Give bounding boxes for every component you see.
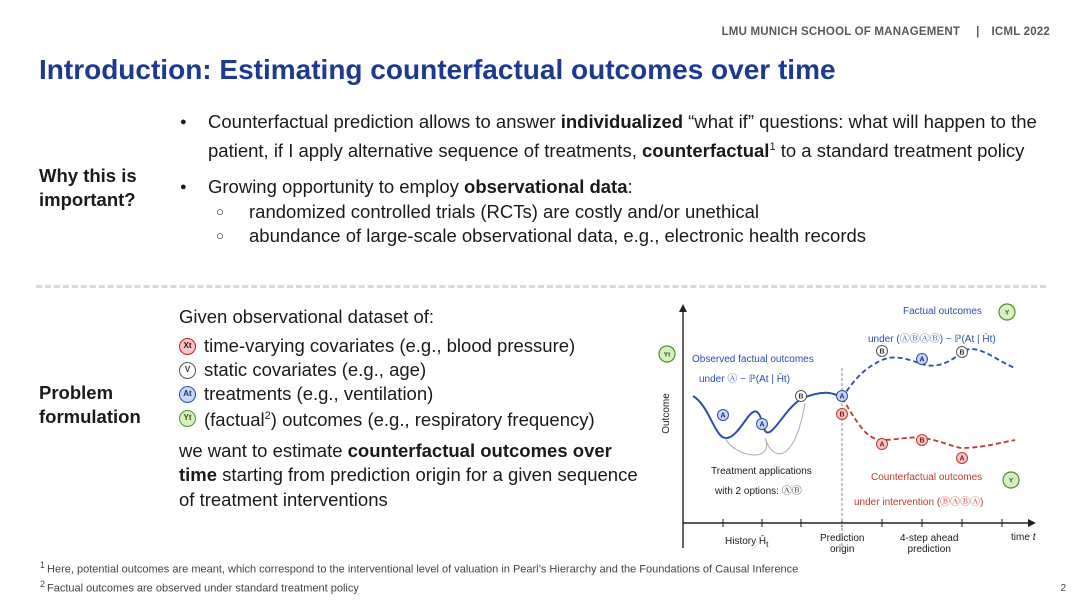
svg-text:A: A [720,412,726,420]
factual-future-curve [842,349,1015,398]
bullet-text: “what if” questions: what will happen to the patient, if I apply alternative sequence of treatments, [208,111,1037,161]
counterfactual-figure [655,298,1045,560]
intervention-label: under intervention (ⒷⒶⒷⒶ) [854,497,984,508]
legend-text-part: (factual [204,409,265,431]
observed-factual-curve [693,393,845,438]
outcome-symbol-icon: Yt [179,410,196,427]
legend-covariates [179,335,649,359]
factual-outcomes-label: Factual outcomes [903,306,982,317]
svg-text:Y: Y [1008,477,1014,485]
time-axis-label: time t [1011,532,1036,543]
footnote-2 [40,577,798,596]
section-divider [36,285,1046,288]
observed-under-label: under Ⓐ ~ ℙ(At | H̄t) [699,374,791,385]
footnote-1-text: Here, potential outcomes are meant, which correspond to the interventional level of valuation in Pearl’s Hierarchy and the Foundations of Causal Inference [47,563,799,576]
static-symbol-icon: V [179,362,196,379]
legend-text [204,404,595,433]
conference-label: ICML 2022 [991,26,1050,38]
goal-text: we want to estimate [179,439,348,461]
legend-text-part: ) outcomes (e.g., respiratory frequency) [270,409,595,431]
legend-static [179,359,649,383]
legend-text: treatments (e.g., ventilation) [204,383,434,405]
counterfactual-outcomes-label: Counterfactual outcomes [871,472,983,483]
legend-outcomes [179,407,649,431]
options-text: with 2 options: [715,486,779,497]
policy-text: ~ ℙ(At | H̄t) [945,334,996,345]
bold-individualized: individualized [560,111,684,132]
x-axis-arrow [1028,519,1036,527]
step-ahead-line2: prediction [907,544,951,555]
svg-text:B: B [919,437,925,445]
svg-text:B: B [839,411,845,419]
legend-text: static covariates (e.g., age) [204,359,427,381]
treatment-symbol-icon: At [179,386,196,403]
legend-text: time-varying covariates (e.g., blood pressure) [204,335,576,357]
svg-text:A: A [879,441,885,449]
problem-goal [179,439,649,513]
svg-text:A: A [839,393,845,401]
bullet-text: : [627,176,633,198]
why-important-label: Why this is important? [39,165,137,210]
why-bullets [180,110,1040,249]
svg-text:B: B [798,393,804,401]
bullet-text: Counterfactual prediction allows to answer [208,111,561,132]
svg-text:A: A [759,421,765,429]
institution-label: LMU MUNICH SCHOOL OF MANAGEMENT [721,26,961,38]
bullet-counterfactual-prediction [180,110,1040,163]
footnote-1 [40,558,798,577]
step-ahead-label [900,533,958,555]
bold-counterfactual-outcomes: counterfactual outcomes over time [179,439,612,485]
prediction-origin-label [820,533,864,555]
factual-under-label: under (ⒶⒷⒶⒷ) ~ ℙ(At | H̄t) [868,334,996,345]
step-ahead-line1: 4-step ahead [900,533,959,544]
svg-text:A: A [959,455,965,463]
problem-intro: Given observational dataset of: [179,306,435,327]
slide-title: Introduction: Estimating counterfactual outcomes over time [39,54,836,85]
treatment-applications-label: Treatment applications [711,466,812,477]
subbullet-ehr: ○ abundance of large-scale observational data, e.g., electronic health records [180,224,1040,249]
observed-factual-label: Observed factual outcomes [692,354,814,365]
footnote-2-text: Factual outcomes are observed under standard treatment policy [47,582,359,595]
history-label: History $H̄_t$ [725,536,769,549]
svg-text:B: B [879,348,885,356]
subbullet-rcts: ○ randomized controlled trials (RCTs) are costly and/or unethical [180,200,1040,225]
intervention-text: under intervention [854,497,935,508]
footnotes [40,558,798,595]
policy-text: ~ ℙ(At | H̄t) [740,374,791,385]
y-axis-arrow [679,304,687,312]
bullet-text: Growing opportunity to employ [208,176,465,198]
with-options-label: with 2 options: ⒶⒷ [715,486,802,497]
bold-observational-data: observational data [464,176,628,198]
footnote-1-number: 1 [40,560,46,570]
footnote-ref-2: 2 [264,410,271,423]
footnote-2-number: 2 [40,578,46,589]
under-text: under [868,334,894,345]
page-number: 2 [1060,583,1066,594]
under-text: under [699,374,725,385]
prediction-origin-line1: Prediction [820,533,865,544]
svg-text:A: A [919,356,925,364]
bullet-text: to a standard treatment policy [775,139,1025,161]
svg-text:Yt: Yt [663,351,671,359]
outcome-axis-label: Outcome [660,393,672,434]
bullet-observational-data [180,175,1040,200]
svg-text:Y: Y [1004,309,1010,317]
counterfactual-curve [842,398,1015,448]
header-separator: | [976,26,980,38]
footnote-ref-1: 1 [769,140,776,153]
header-meta [722,26,1050,38]
goal-text: starting from prediction origin for a given sequence of treatment interventions [179,464,638,510]
svg-text:B: B [959,349,965,357]
prediction-origin-line2: origin [830,544,855,555]
problem-content [179,305,649,512]
time-text: time [1011,532,1030,543]
legend-treatments [179,383,649,407]
bold-counterfactual: counterfactual [641,139,770,161]
history-text: History [725,536,757,547]
covariate-symbol-icon: Xt [179,338,196,355]
problem-formulation-label: Problem formulation [39,382,141,427]
